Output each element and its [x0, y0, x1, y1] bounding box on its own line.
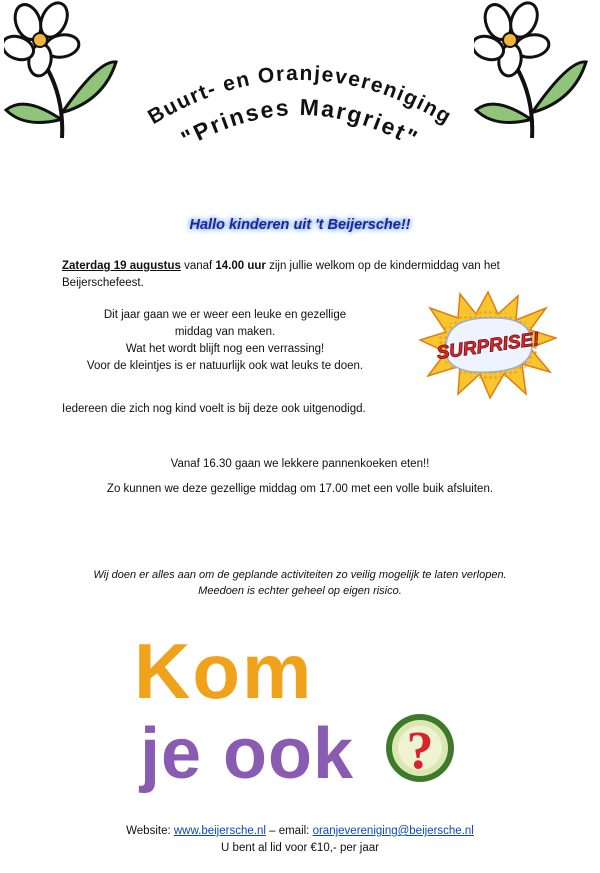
kom-text — [134, 627, 313, 715]
finish-text: Zo kunnen we deze gezellige middag om 17.00 met een volle buik afsluiten. — [106, 483, 494, 495]
intro-text-a: vanaf — [180, 260, 216, 272]
pancakes-text: Vanaf 16.30 gaan we lekkere pannenkoeken eten!! — [170, 458, 430, 470]
info-line-4: Voor de kleintjes is er natuurlijk ook wat leuks te doen. — [86, 360, 364, 372]
info-line-3: Wat het wordt blijft nog een verrassing! — [125, 343, 325, 355]
website-label: Website: — [126, 825, 174, 837]
title-line2: "Prinses Margriet" — [176, 93, 424, 152]
website-link[interactable]: www.beijersche.nl — [173, 825, 266, 837]
svg-text:"Prinses Margriet" — [177, 94, 423, 152]
footer-contact-line — [0, 823, 600, 840]
membership-text: U bent al lid voor €10,- per jaar — [221, 842, 379, 854]
surprise-text: SURPRISE! — [435, 328, 541, 365]
je-ook-text: je ook — [140, 714, 355, 794]
disclaimer-line-2: Meedoen is echter geheel op eigen risico. — [198, 585, 402, 597]
email-link[interactable]: oranjevereniging@beijersche.nl — [312, 825, 474, 837]
kom-text-main: Kom — [134, 627, 314, 715]
title-arc — [120, 30, 480, 180]
intro-text-b: zijn jullie welkom op de kindermiddag van het — [265, 260, 500, 272]
event-date: Zaterdag 19 augustus — [62, 260, 181, 272]
flower-right-illustration — [474, 0, 594, 140]
email-label: – email: — [265, 825, 313, 837]
intro-paragraph — [62, 258, 542, 292]
greeting-heading — [0, 216, 600, 234]
question-mark: ? — [406, 720, 434, 780]
title-line1: Buurt- en Oranjevereniging — [144, 61, 456, 130]
info-line-1: Dit jaar gaan we er weer een leuke en gezellige — [103, 309, 347, 321]
flower-left-illustration — [4, 0, 124, 140]
footer — [0, 823, 600, 857]
disclaimer-line-1: Wij doen er alles aan om de geplande activiteiten zo veilig mogelijk te laten verlopen. — [93, 569, 507, 581]
disclaimer — [0, 567, 600, 599]
info-block — [60, 307, 390, 375]
cucumber-question-icon — [386, 714, 454, 782]
surprise-burst-illustration — [418, 290, 558, 400]
info-line-2: middag van maken. — [174, 326, 276, 338]
greeting-text: Hallo kinderen uit 't Beijersche!! — [184, 215, 417, 235]
intro-line2: Beijerschefeest. — [62, 277, 144, 289]
event-time: 14.00 uur — [215, 260, 266, 272]
everyone-invited-text: Iedereen die zich nog kind voelt is bij deze ook uitgenodigd. — [62, 403, 366, 415]
kom-je-ook-illustration — [134, 620, 464, 800]
